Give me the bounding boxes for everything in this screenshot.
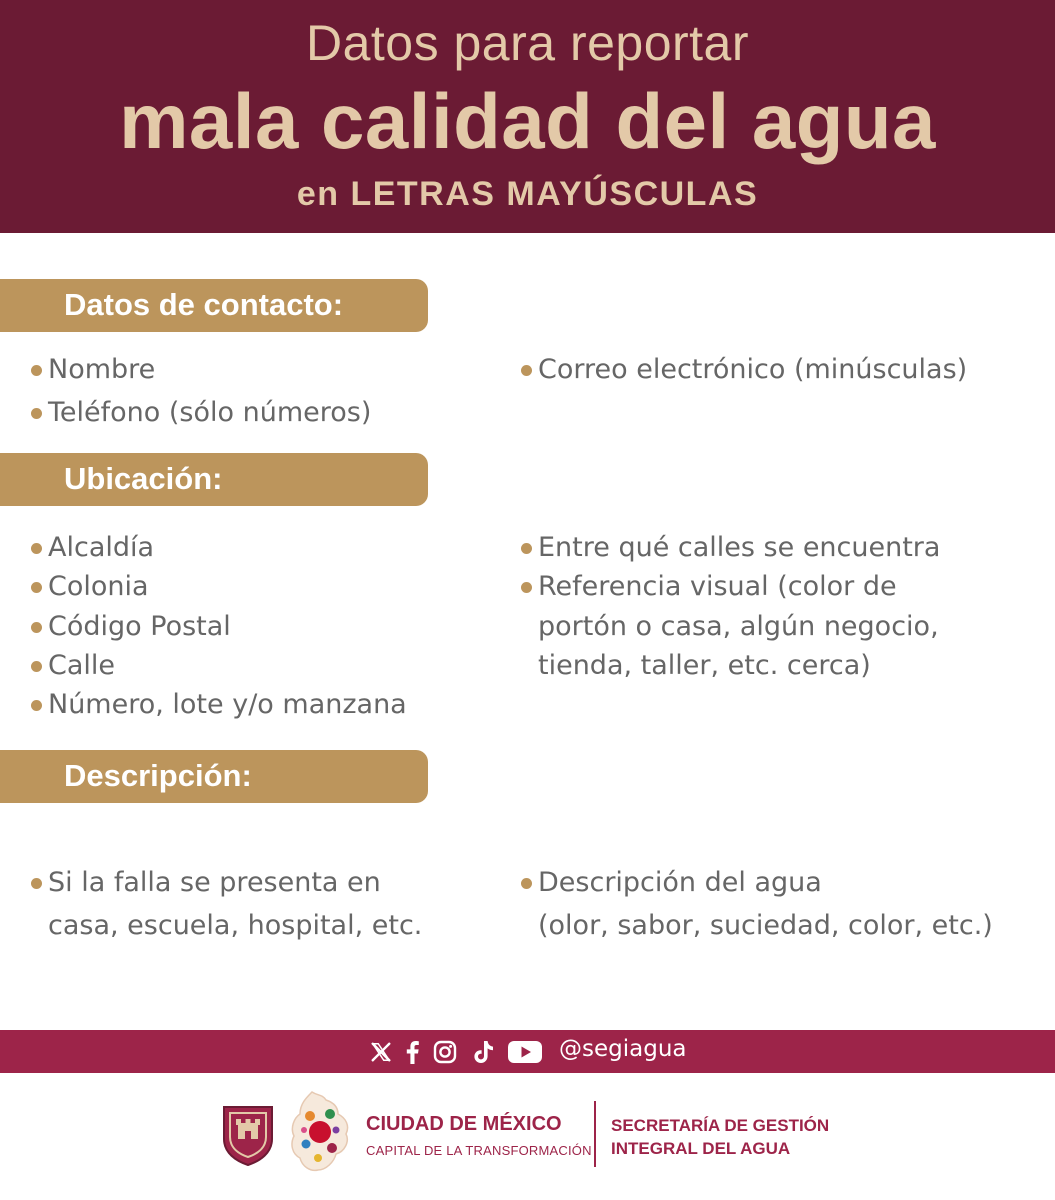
list-item-numero: Número, lote y/o manzana [48, 689, 407, 720]
facebook-icon[interactable] [401, 1038, 423, 1065]
cdmx-coat-of-arms-logo [220, 1103, 276, 1167]
header-title-line1: Datos para reportar [305, 15, 750, 71]
list-item-desc-agua-line1: Descripción del agua [538, 867, 822, 898]
bullet-dot [31, 365, 42, 376]
footer-divider [594, 1101, 596, 1167]
header-banner [0, 0, 1055, 233]
bullet-dot [31, 878, 42, 889]
list-item-telefono: Teléfono (sólo números) [48, 397, 372, 428]
social-bar [0, 1030, 1055, 1073]
youtube-icon[interactable] [507, 1038, 543, 1065]
section-title-descripcion: Descripción: [64, 758, 252, 793]
list-item-calle: Calle [48, 650, 116, 681]
list-item-alcaldia: Alcaldía [48, 532, 155, 563]
list-item-referencia-line1: Referencia visual (color de [538, 571, 897, 602]
social-handle[interactable]: @segiagua [559, 1036, 687, 1062]
list-item-referencia-line2: portón o casa, algún negocio, [538, 611, 939, 642]
secretaria-line2: INTEGRAL DEL AGUA [611, 1139, 791, 1158]
header-subtitle: en LETRAS MAYÚSCULAS [296, 175, 759, 213]
list-item-falla-line1: Si la falla se presenta en [48, 867, 381, 898]
list-item-entre-calles: Entre qué calles se encuentra [538, 532, 941, 563]
bullet-dot [521, 878, 532, 889]
bullet-dot [31, 582, 42, 593]
list-item-correo: Correo electrónico (minúsculas) [538, 354, 968, 385]
x-icon[interactable] [368, 1038, 394, 1065]
tiktok-icon[interactable] [471, 1038, 497, 1065]
section-title-contacto: Datos de contacto: [64, 287, 344, 322]
section-title-ubicacion: Ubicación: [64, 461, 223, 496]
section-tab-contacto [0, 279, 428, 332]
list-item-falla-line2: casa, escuela, hospital, etc. [48, 910, 423, 941]
section-tab-descripcion [0, 750, 428, 803]
header-title-line2: mala calidad del agua [119, 77, 936, 165]
secretaria-line1: SECRETARÍA DE GESTIÓN [611, 1116, 830, 1135]
section-tab-ubicacion [0, 453, 428, 506]
instagram-icon[interactable] [432, 1038, 458, 1065]
bullet-dot [521, 365, 532, 376]
bullet-dot [521, 543, 532, 554]
cdmx-subtitle: CAPITAL DE LA TRANSFORMACIÓN [366, 1143, 592, 1158]
bullet-dot [31, 408, 42, 419]
bullet-dot [31, 543, 42, 554]
list-item-desc-agua-line2: (olor, sabor, suciedad, color, etc.) [538, 910, 993, 941]
cdmx-map-logo [288, 1090, 352, 1174]
bullet-dot [31, 661, 42, 672]
list-item-referencia-line3: tienda, taller, etc. cerca) [538, 650, 871, 681]
bullet-dot [31, 622, 42, 633]
bullet-dot [521, 582, 532, 593]
bullet-dot [31, 700, 42, 711]
list-item-nombre: Nombre [48, 354, 156, 385]
list-item-codigo-postal: Código Postal [48, 611, 231, 642]
list-item-colonia: Colonia [48, 571, 149, 602]
cdmx-title: CIUDAD DE MÉXICO [366, 1113, 562, 1135]
